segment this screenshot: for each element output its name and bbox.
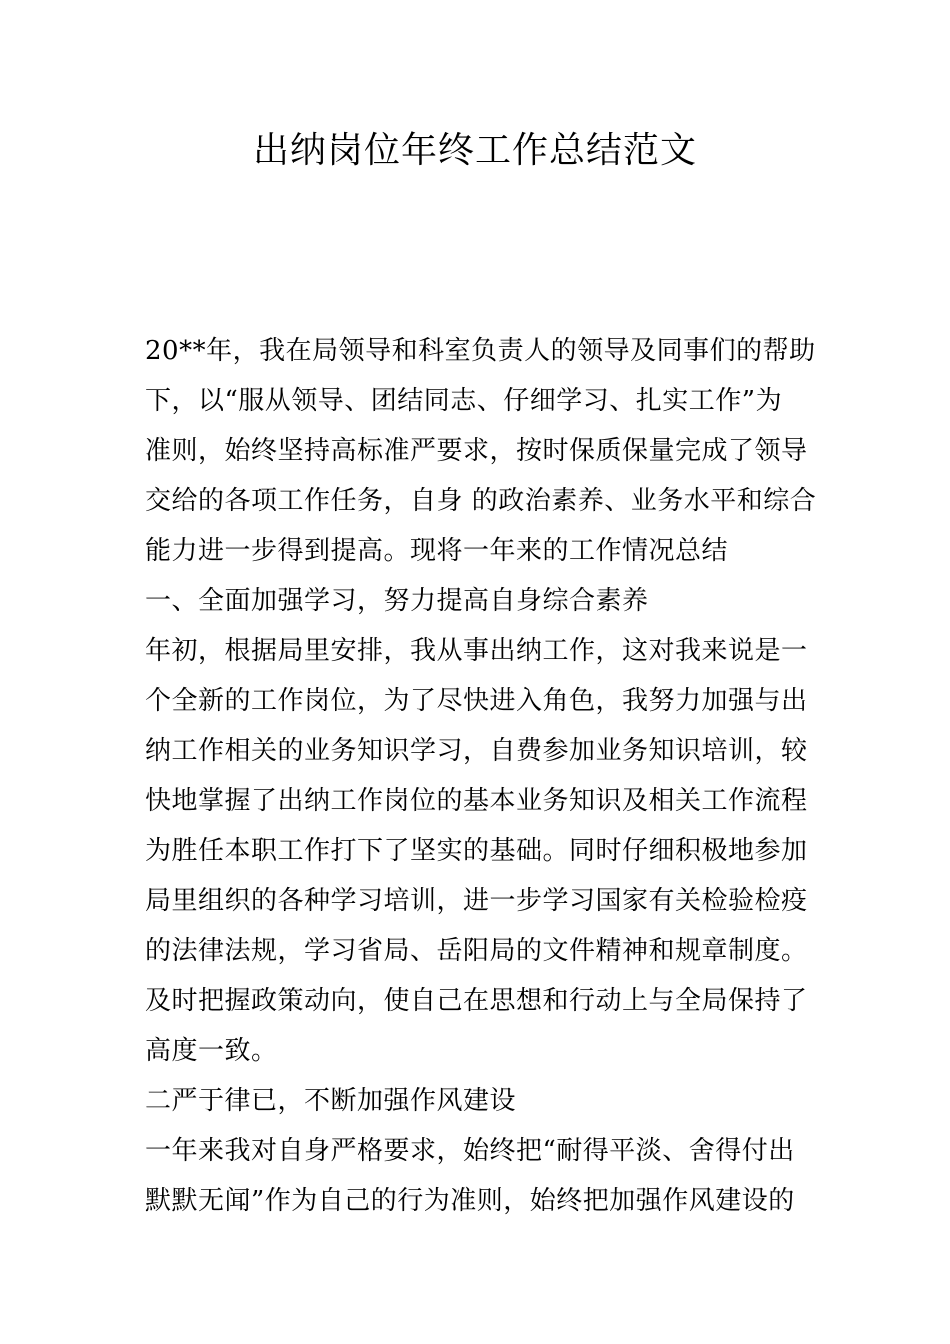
- section-heading-1: 一、全面加强学习，努力提高自身综合素养: [145, 586, 649, 616]
- section-heading-2: 二严于律已，不断加强作风建设: [145, 1086, 517, 1116]
- body-line: 的法律法规，学习省局、岳阳局的文件精神和规章制度。: [145, 936, 808, 966]
- body-line: 个全新的工作岗位，为了尽快进入角色，我努力加强与出: [145, 686, 808, 716]
- body-line: 高度一致。: [145, 1036, 278, 1066]
- body-line: 快地掌握了出纳工作岗位的基本业务知识及相关工作流程: [145, 786, 808, 816]
- body-line: 年初，根据局里安排，我从事出纳工作，这对我来说是一: [145, 636, 808, 666]
- body-line: 一年来我对自身严格要求，始终把“耐得平淡、舍得付出: [145, 1136, 795, 1166]
- body-line: 准则，始终坚持高标准严要求，按时保质保量完成了领导: [145, 436, 808, 466]
- body-line: 交给的各项工作任务，自身 的政治素养、业务水平和综合: [145, 486, 817, 516]
- body-line: 能力进一步得到提高。现将一年来的工作情况总结: [145, 536, 729, 566]
- body-line: 默默无闻”作为自己的行为准则，始终把加强作风建设的: [145, 1186, 795, 1216]
- body-line: 局里组织的各种学习培训，进一步学习国家有关检验检疫: [145, 886, 808, 916]
- document-body: [145, 326, 817, 1226]
- document-title: 出纳岗位年终工作总结范文: [252, 130, 697, 171]
- body-line: 及时把握政策动向，使自己在思想和行动上与全局保持了: [145, 986, 808, 1016]
- body-line: 纳工作相关的业务知识学习，自费参加业务知识培训，较: [145, 736, 808, 766]
- body-line: 下，以“服从领导、团结同志、仔细学习、扎实工作”为: [145, 386, 783, 416]
- body-line: 20**年，我在局领导和科室负责人的领导及同事们的帮助: [145, 336, 816, 366]
- body-line: 为胜任本职工作打下了坚实的基础。同时仔细积极地参加: [145, 836, 808, 866]
